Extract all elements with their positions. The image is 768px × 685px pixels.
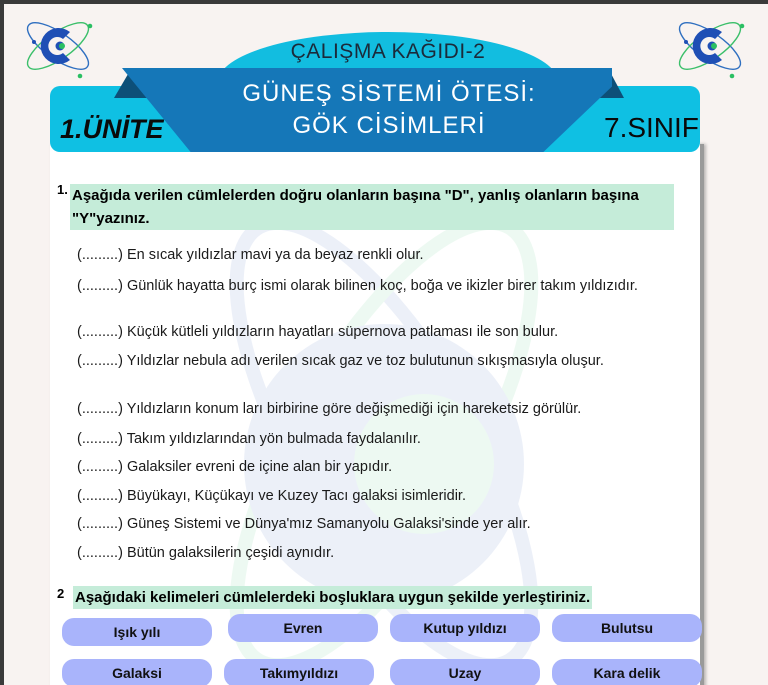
question-prompt: Aşağıdaki kelimeleri cümlelerdeki boşluklara uygun şekilde yerleştiriniz. <box>73 586 592 609</box>
word-chip[interactable]: Evren <box>228 614 378 642</box>
word-chip[interactable]: Işık yılı <box>62 618 212 646</box>
list-item: (.........) Bütün galaksilerin çeşidi aynıdır. <box>77 545 335 561</box>
answer-blank[interactable]: (.........) <box>77 324 123 340</box>
atom-logo-icon <box>668 6 758 86</box>
answer-blank[interactable]: (.........) <box>77 278 123 294</box>
word-chip[interactable]: Galaksi <box>62 659 212 685</box>
list-item: (.........) Günlük hayatta burç ismi olarak bilinen koç, boğa ve ikizler birer takım yıldızıdır. <box>77 278 638 294</box>
worksheet-page <box>4 4 768 685</box>
word-chip[interactable]: Kutup yıldızı <box>390 614 540 642</box>
page-title-line1: GÜNEŞ SİSTEMİ ÖTESİ: <box>242 80 536 107</box>
atom-logo-icon <box>16 6 106 86</box>
word-chip[interactable]: Takımyıldızı <box>224 659 374 685</box>
question-prompt: Aşağıda verilen cümlelerden doğru olanların başına "D", yanlış olanların başına "Y"yazınız. <box>70 184 674 230</box>
list-item: (.........) Yıldızların konum ları birbirine göre değişmediği için hareketsiz görülür. <box>77 401 582 417</box>
answer-blank[interactable]: (.........) <box>77 516 123 532</box>
list-item: (.........) Galaksiler evreni de içine alan bir yapıdır. <box>77 459 393 475</box>
question-number: 1. <box>57 182 68 197</box>
list-item: (.........) En sıcak yıldızlar mavi ya da beyaz renkli olur. <box>77 247 424 263</box>
answer-blank[interactable]: (.........) <box>77 459 123 475</box>
word-chip[interactable]: Kara delik <box>552 659 702 685</box>
answer-blank[interactable]: (.........) <box>77 401 123 417</box>
answer-blank[interactable]: (.........) <box>77 247 123 263</box>
answer-blank[interactable]: (.........) <box>77 488 123 504</box>
word-chip[interactable]: Uzay <box>390 659 540 685</box>
worksheet-label: ÇALIŞMA KAĞIDI-2 <box>290 40 486 63</box>
list-item: (.........) Güneş Sistemi ve Dünya'mız Samanyolu Galaksi'sinde yer alır. <box>77 516 531 532</box>
unit-label: 1.ÜNİTE <box>60 114 164 144</box>
answer-blank[interactable]: (.........) <box>77 545 123 561</box>
list-item: (.........) Takım yıldızlarından yön bulmada faydalanılır. <box>77 431 421 447</box>
page-title-line2: GÖK CİSİMLERİ <box>292 112 486 139</box>
answer-blank[interactable]: (.........) <box>77 353 123 369</box>
grade-label: 7.SINIF <box>604 112 699 143</box>
question-number: 2 <box>57 586 65 601</box>
list-item: (.........) Yıldızlar nebula adı verilen sıcak gaz ve toz bulutunun sıkışmasıyla oluşur. <box>77 353 604 369</box>
list-item: (.........) Büyükayı, Küçükayı ve Kuzey Tacı galaksi isimleridir. <box>77 488 466 504</box>
list-item: (.........) Küçük kütleli yıldızların hayatları süpernova patlaması ile son bulur. <box>77 324 559 340</box>
answer-blank[interactable]: (.........) <box>77 431 123 447</box>
word-chip[interactable]: Bulutsu <box>552 614 702 642</box>
